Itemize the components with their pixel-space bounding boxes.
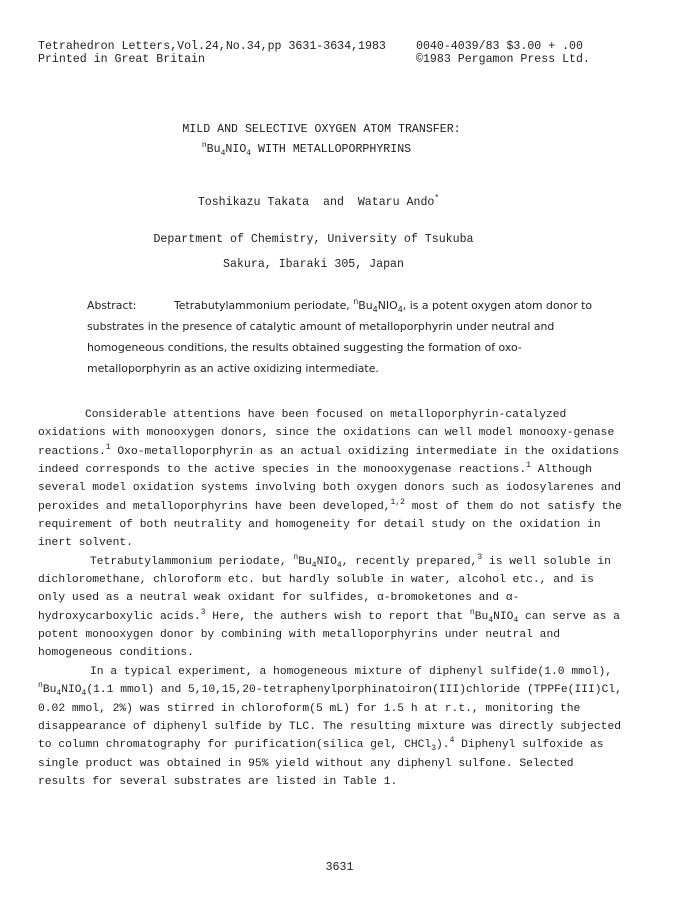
issn-price: 0040-4039/83 $3.00 + .00 [416,40,583,53]
title-line-2: $^nBu_4NIO_4$ WITH METALLOPORPHYRINS [201,141,412,158]
authors: Toshikazu Takata and Wataru Ando* [197,194,440,209]
printed-in: Printed in Great Britain [38,53,205,66]
affiliation-line-1: Department of Chemistry, University of Tsukuba [153,233,474,246]
copyright: ©1983 Pergamon Press Ltd. [416,53,590,66]
affiliation-line-2: Sakura, Ibaraki 305, Japan [223,258,404,271]
paragraph-3: In a typical experiment, a homogeneous mixture of diphenyl sulfide(1.0 mmol), $^nBu_4NIO_4(1.1$ mmol) and 5,10,15,20-tetraphenylporphinatoiron(III)chloride (TPPFe(III)Cl, 0.02 mmol, 2%) was stirred in chloroform(5 mL) for 1.5 h at r.t., monitoring the disappearance of diphenyl sulfide by TLC. The resulting mixture was directly subjected to column chromatography for purification(silica gel, CHCl$_3$).$^4$ Diphenyl sulfoxide as single product was obtained in 95% yield without any diphenyl sulfone. Selected results for several substrates are listed in Table 1. [38,665,622,788]
journal-citation: Tetrahedron Letters,Vol.24,No.34,pp 3631-3634,1983 [38,40,386,53]
page-number: 3631 [325,861,354,874]
body-text [38,406,626,791]
title-line-1: MILD AND SELECTIVE OXYGEN ATOM TRANSFER: [182,123,461,136]
abstract: Abstract: Tetrabutylammonium periodate, $^nBu_4NIO_4$, is a potent oxygen atom donor to substrates in the presence of catalytic amount of metalloporphyrin under neutral and homogeneous conditions, the results obtained suggesting the formation of oxo-metalloporphyrin as an active oxidizing intermediate. [87,297,593,375]
abstract-label: Abstract: [87,299,137,312]
paragraph-2: Tetrabutylammonium periodate, $^nBu_4NIO_4$, recently prepared,$^3$ is well soluble in dichloromethane, chloroform etc. but hardly soluble in water, alcohol etc., and is only used as a neutral weak oxidant for sulfides, α-bromoketones and α-hydroxycarboxylic acids.$^3$ Here, the authers wish to report that $^nBu_4NIO_4$ can serve as a potent monooxygen donor by combining with metalloporphyrins under neutral and homogeneous conditions. [38,552,620,660]
paragraph-1: Considerable attentions have been focused on metalloporphyrin-catalyzed oxidations with monooxygen donors, since the oxidations can well model monooxy-genase reactions.$^1$ Oxo-metalloporphyrin as an actual oxidizing intermediate in the oxidations indeed corresponds to the active species in the monooxygenase reactions.$^1$ Although several model oxidation systems involving both oxygen donors such as iodosylarenes and peroxides and metalloporphyrins have been developed,$^{1,2}$ most of them do not satisfy the requirement of both neutrality and homogeneity for detail study on the oxidation in inert solvent. [38,409,622,550]
